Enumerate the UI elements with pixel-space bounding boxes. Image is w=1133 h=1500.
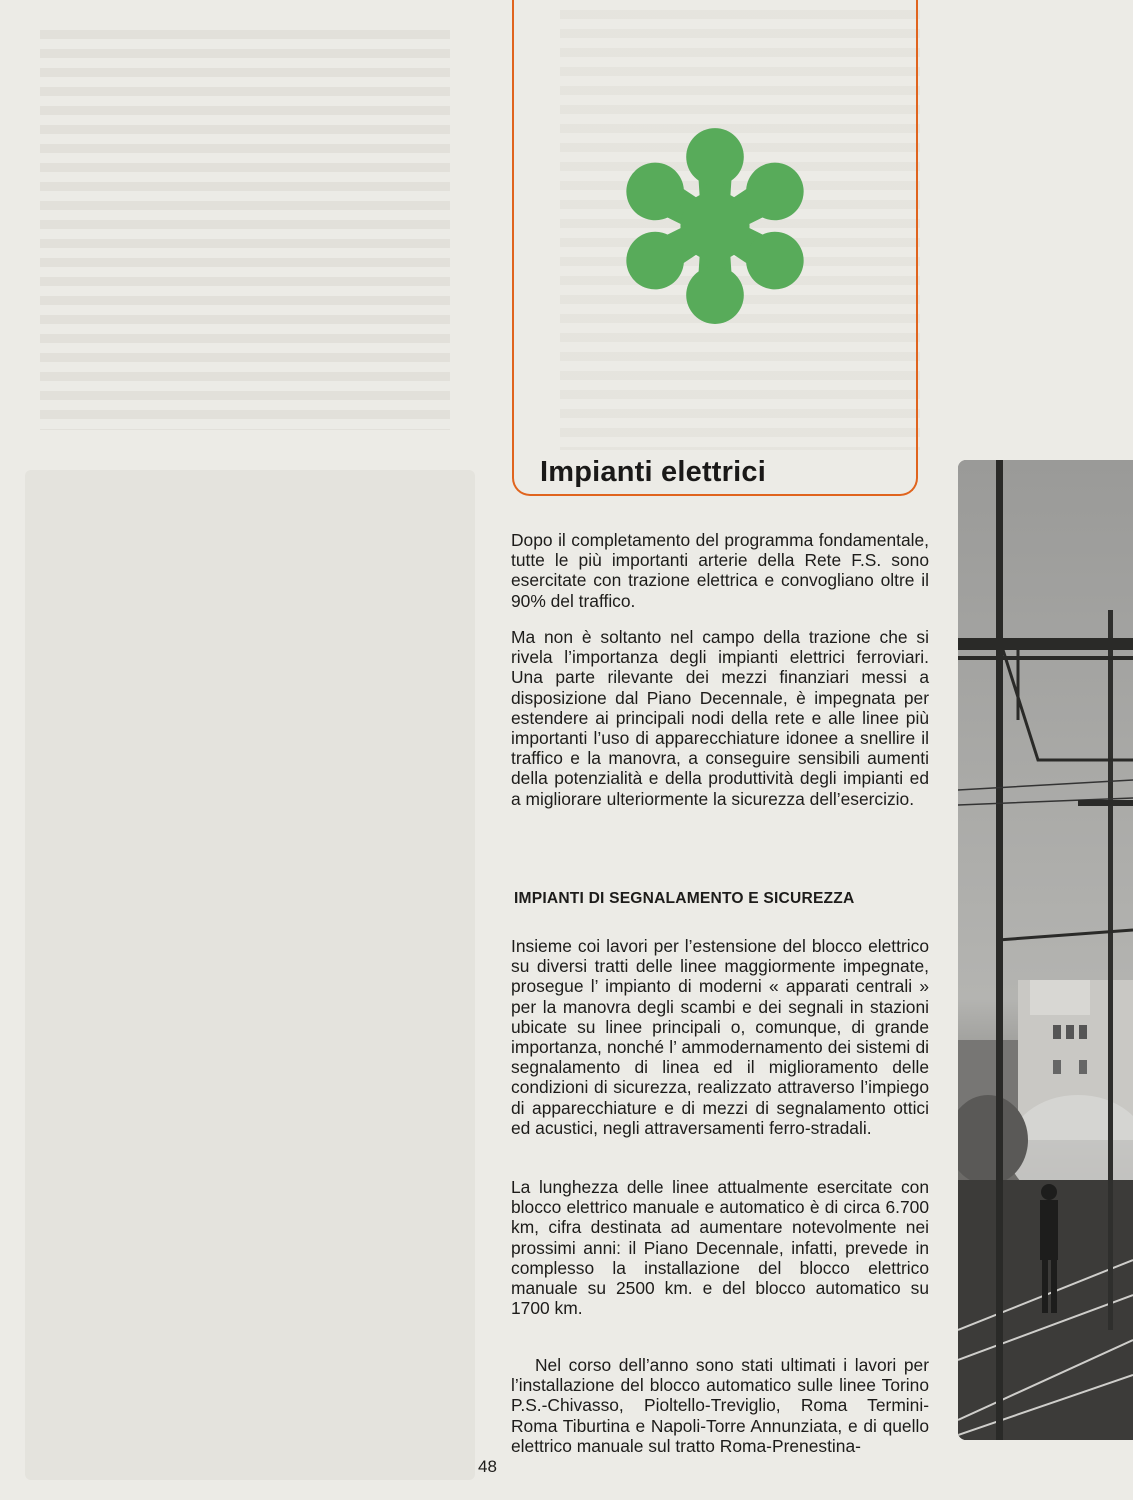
six-petal-flower-icon — [619, 118, 811, 336]
body-paragraph-1: Insieme coi lavori per l’estensione del blocco elettrico su diversi tratti delle linee maggiormente impegnate, prosegue l’ impianto di moderni « apparati centrali » per la manovra degli scambi e dei segnali in stazioni ubicate su linee principali o, comunque, di grande importanza, nonché l’ ammodernamento dei sistemi di segnalamento di linea ed il miglioramento delle condizioni di sicurezza, realizzato attraverso l’impiego di apparecchiature e di mezzi di segnalamento ottici ed acustici, negli attraversamenti ferro-stradali. — [511, 936, 929, 1138]
section-heading: Impianti elettrici — [540, 456, 766, 488]
page-number: 48 — [478, 1457, 497, 1476]
body-paragraph-3: Nel corso dell’anno sono stati ultimati i lavori per l’installazione del blocco automatico sulle linee Torino P.S.-Chivasso, Pioltello-Treviglio, Roma Termini-Roma Tiburtina e Napoli-Torre Annunziata, e di quello elettrico manuale sul tratto Roma-Prenestina- — [511, 1355, 929, 1456]
railway-catenary-photo — [958, 460, 1133, 1440]
ghost-text-block — [40, 30, 450, 430]
sub-heading: IMPIANTI DI SEGNALAMENTO E SICUREZZA — [514, 890, 855, 907]
intro-paragraph-2: Ma non è soltanto nel campo della trazione che si rivela l’importanza degli impianti elettrici ferroviari. Una parte rilevante dei mezzi finanziari messi a disposizione dal Piano Decennale, è impegnata per estendere ai principali nodi della rete e alle linee più importanti l’uso di apparecchiature idonee a snellire il traffico e la manovra, a conseguire sensibili aumenti della potenzialità e della produttività degli impianti ed a migliorare ulteriormente la sicurezza dell’esercizio. — [511, 627, 929, 809]
background-ghost-panel — [25, 470, 475, 1480]
body-paragraph-2: La lunghezza delle linee attualmente esercitate con blocco elettrico manuale e automatico è di circa 6.700 km, cifra destinata ad aumentare notevolmente nei prossimi anni: il Piano Decennale, infatti, prevede in complesso la installazione del blocco elettrico manuale su 2500 km. e del blocco automatico su 1700 km. — [511, 1177, 929, 1319]
intro-paragraph-1: Dopo il completamento del programma fondamentale, tutte le più importanti arterie della Rete F.S. sono esercitate con trazione elettrica e convogliano oltre il 90% del traffico. — [511, 530, 929, 611]
